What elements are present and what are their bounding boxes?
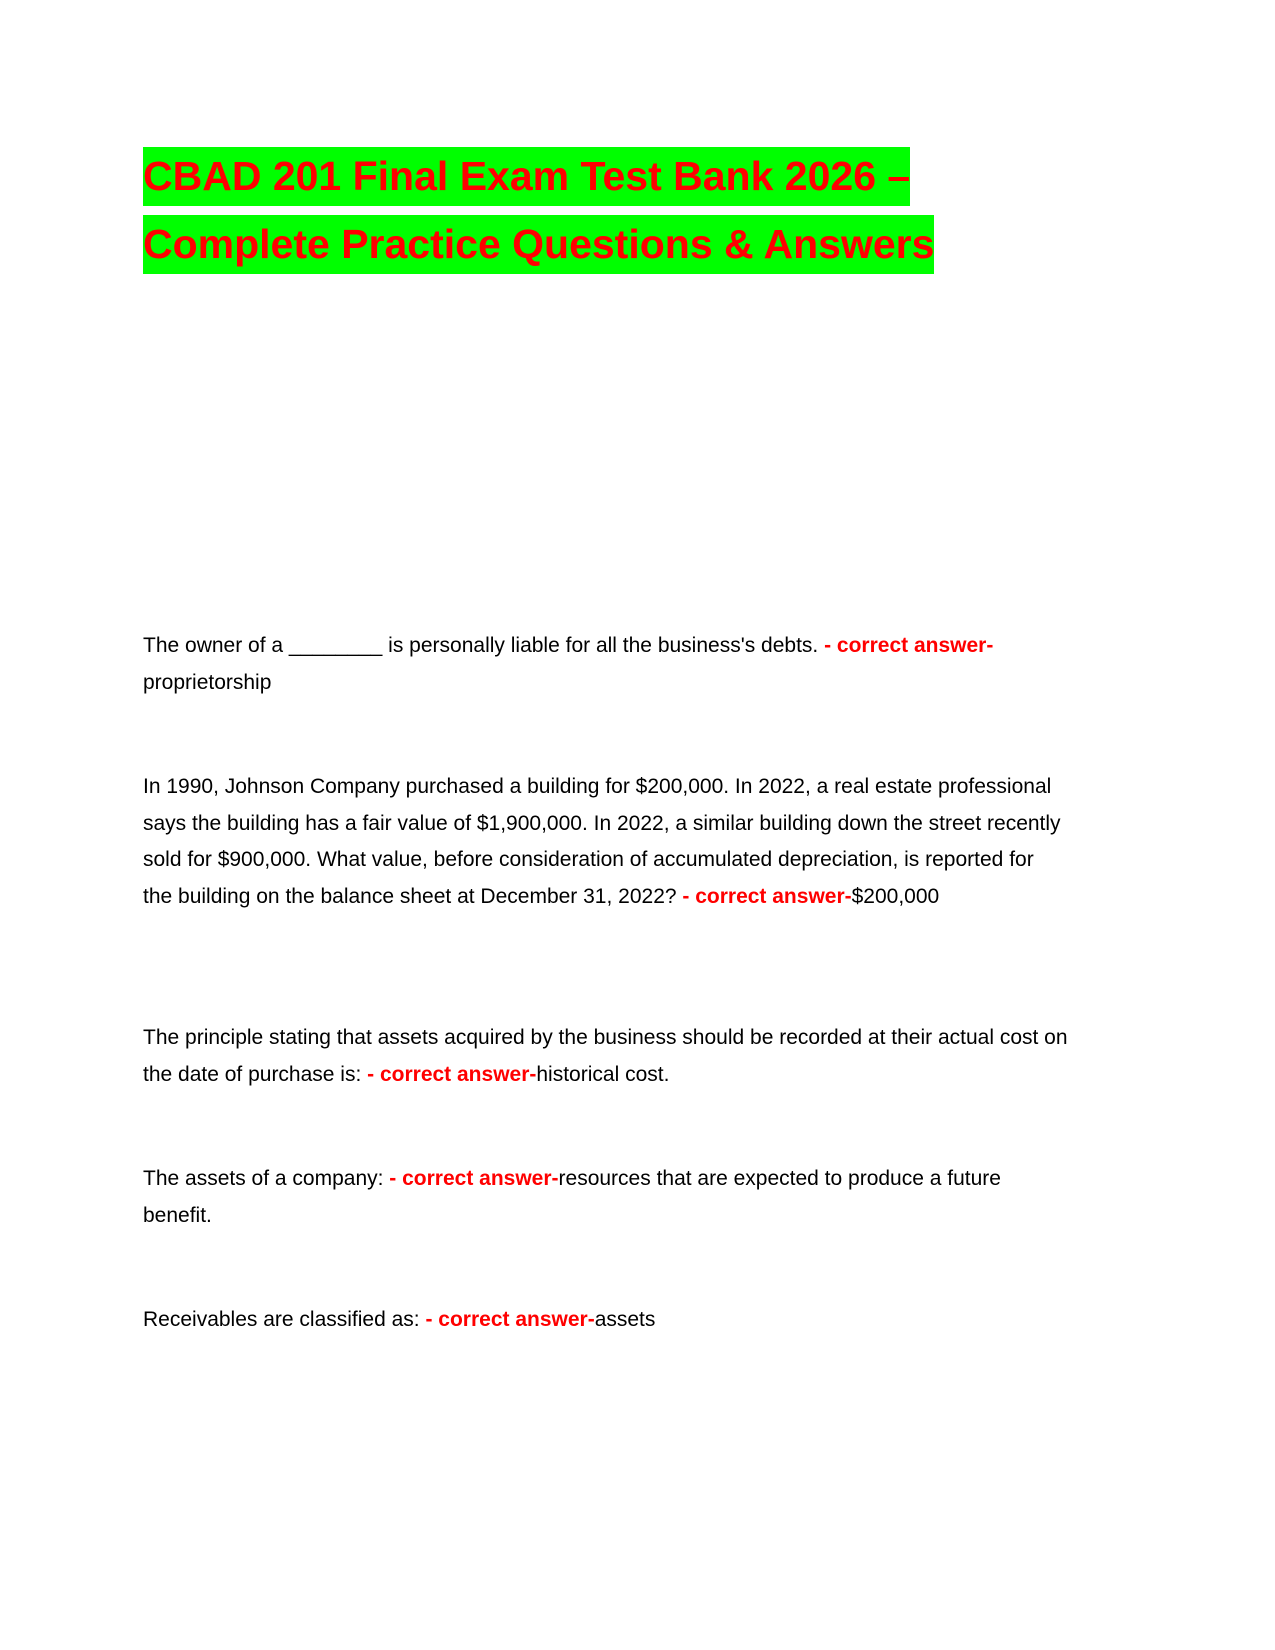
question-item (143, 1302, 1068, 1339)
answer-label: - correct answer- (682, 884, 852, 908)
answer-text: assets (594, 1308, 656, 1331)
answer-text: historical cost. (536, 1062, 670, 1086)
question-item (143, 628, 1068, 701)
answer-label: - correct answer- (425, 1308, 595, 1331)
title-line-2: Complete Practice Questions & Answers (143, 215, 934, 274)
question-text: In 1990, Johnson Company purchased a building for $200,000. In 2022, a real estate professional says the building has a fair value of $1,900,000. In 2022, a similar building down the street recently sold for $900,000. What value, before consideration of accumulated depreciation, is reported for the building on the balance sheet at December 31, 2022? (143, 775, 1061, 908)
title-line-1: CBAD 201 Final Exam Test Bank 2026 – (143, 147, 910, 206)
answer-label: - correct answer- (389, 1167, 559, 1190)
question-text: Receivables are classified as: (143, 1308, 426, 1331)
answer-label: - correct answer- (367, 1062, 537, 1086)
question-item (143, 1161, 1068, 1234)
question-text: The principle stating that assets acquired by the business should be recorded at their actual cost on the date of purchase is: (143, 1026, 1068, 1086)
answer-text: proprietorship (143, 670, 272, 694)
answer-text: $200,000 (851, 884, 940, 908)
question-text: The owner of a ________ is personally liable for all the business's debts. (143, 634, 825, 657)
question-item (143, 769, 1068, 915)
document-title (143, 142, 1143, 278)
answer-text: resources that are expected to produce a future benefit. (143, 1167, 1001, 1227)
answer-label: - correct answer- (824, 634, 994, 657)
question-item (143, 1020, 1068, 1093)
question-text: The assets of a company: (143, 1167, 390, 1190)
